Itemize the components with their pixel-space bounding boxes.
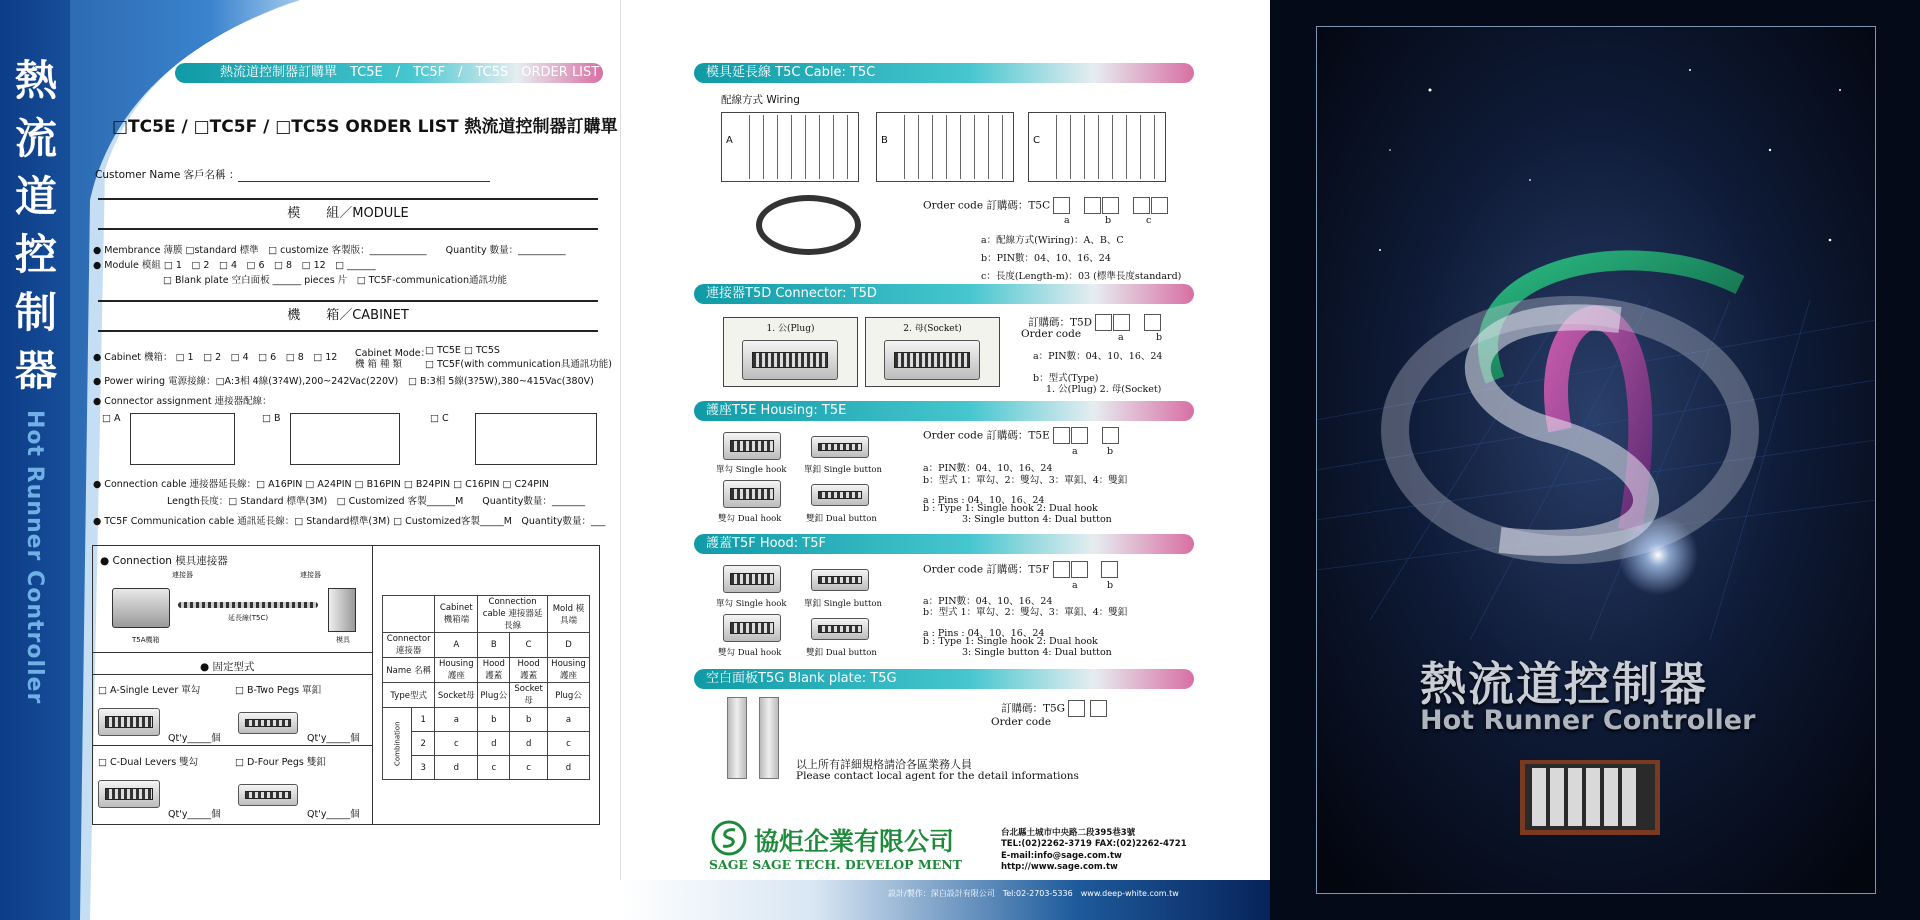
- table-cell: A: [435, 633, 478, 658]
- code-box[interactable]: [1133, 197, 1150, 214]
- table-cell: Connection cable 連接器延長線: [478, 596, 548, 633]
- t5d-bar: 連接器T5D Connector: T5D: [694, 284, 1194, 304]
- code-box[interactable]: [1084, 197, 1101, 214]
- customer-name-label: Customer Name 客戶名稱 ：: [95, 169, 240, 181]
- wiring-diagram-a-small: [130, 413, 235, 465]
- cover-frame: [1316, 26, 1876, 894]
- blank-plate-illustration-2: [759, 697, 779, 779]
- connection-cable-row: ● Connection cable 連接器延長線：□ A16PIN □ A24PIN □ B16PIN □ B24PIN □ C16PIN □ C24PIN: [93, 479, 549, 490]
- table-cell: d: [510, 732, 548, 756]
- wiring-diagram-c: [1028, 112, 1166, 182]
- t5c-label-b: b: [1105, 215, 1112, 226]
- t5f-single-hook-label: 單勾 Single hook: [716, 599, 787, 609]
- t5g-order-code: [1001, 700, 1108, 717]
- t5c-label-a: a: [1064, 215, 1070, 226]
- membrane-row: ● Membrance 薄膜 □standard 標準 □ customize 客製版：____________ Quantity 數量：__________: [93, 245, 566, 256]
- mold-label: 模具: [336, 636, 350, 644]
- table-row: [383, 732, 590, 756]
- order-form-panel: [0, 0, 620, 920]
- code-box[interactable]: [1068, 700, 1085, 717]
- t5f-type: b : Type 1: Single hook 2: Dual hook: [923, 636, 1098, 647]
- cover-title-cn: 熱流道控制器: [1420, 657, 1708, 711]
- company-name-en: SAGE SAGE TECH. DEVELOP MENT: [709, 857, 962, 872]
- table-cell: C: [510, 633, 548, 658]
- power-wiring-row: ● Power wiring 電源接線：□A:3相 4線(3?4W),200~242Vac(220V): [93, 376, 399, 387]
- table-cell: 3: [412, 756, 435, 780]
- table-cell: b: [478, 708, 510, 732]
- plug-connector-illustration: [742, 340, 838, 380]
- power-wiring-b: □ B:3相 5線(3?5W),380~415Vac(380V): [408, 376, 594, 387]
- two-pegs-icon: [238, 712, 298, 734]
- table-row: [383, 633, 590, 658]
- t5c-code-text: Order code 訂購碼：T5C: [923, 199, 1051, 212]
- table-cell: Hood 護蓋: [510, 658, 548, 683]
- table-row: [383, 683, 590, 708]
- t5c-label-c: c: [1146, 215, 1152, 226]
- table-row: [383, 596, 590, 633]
- table-cell: c: [510, 756, 548, 780]
- company-email: E-mail:info@sage.com.tw: [1001, 851, 1122, 861]
- table-cell: 2: [412, 732, 435, 756]
- vertical-title: 熱流道控制器: [14, 56, 57, 395]
- t5d-label-b: b: [1156, 332, 1163, 343]
- t5c-cable-illustration: [756, 195, 861, 255]
- cabinet-mode-2: □ TC5F(with communication具通訊功能): [425, 359, 612, 370]
- wiring-diagram-b: [876, 112, 1014, 182]
- wiring-a-pins: [736, 115, 856, 179]
- code-box[interactable]: [1053, 427, 1070, 444]
- blank-plate-row: □ Blank plate 空白面板 ______ pieces 片 □ TC5F-communication通訊功能: [163, 275, 507, 286]
- table-cell: d: [478, 732, 510, 756]
- t5g-bar: 空白面板T5G Blank plate: T5G: [694, 669, 1194, 689]
- t5e-dual-hook-icon: [723, 480, 781, 508]
- t5d-order-code-en: Order code: [1021, 328, 1082, 340]
- code-box[interactable]: [1102, 427, 1119, 444]
- table-cell: Name 名稱: [383, 658, 435, 683]
- b-two-pegs: □ B-Two Pegs 單釦: [235, 685, 322, 696]
- t5f-pins: a : Pins : 04、10、16、24: [923, 628, 1045, 639]
- table-cell: Type型式: [383, 683, 435, 708]
- code-box[interactable]: [1090, 700, 1107, 717]
- four-pegs-icon: [238, 784, 298, 806]
- table-cell: c: [478, 756, 510, 780]
- t5e-note-b: b：型式 1：單勾、2：雙勾、3：單釦、4：雙釦: [923, 475, 1128, 486]
- code-box[interactable]: [1095, 314, 1112, 331]
- order-list-heading: □TC5E / □TC5F / □TC5S ORDER LIST 熱流道控制器訂購單: [112, 117, 618, 137]
- table-cell: Socket母: [510, 683, 548, 708]
- table-cell: b: [510, 708, 548, 732]
- code-box[interactable]: [1053, 561, 1070, 578]
- t5e-dual-button-icon: [811, 484, 869, 506]
- table-cell: Cabinet 機箱端: [435, 596, 478, 633]
- code-box[interactable]: [1071, 561, 1088, 578]
- wiring-diagram-c-small: [475, 413, 597, 465]
- t5e-single-button-label: 單釦 Single button: [804, 465, 882, 475]
- t5e-note-a: a：PIN數：04、10、16、24: [923, 463, 1053, 474]
- t5e-pins: a : Pins : 04、10、16、24: [923, 495, 1045, 506]
- connection-box-hline: [92, 652, 372, 653]
- t5f-bar: 護蓋T5F Hood: T5F: [694, 534, 1194, 554]
- table-cell: [383, 596, 435, 633]
- t5e-dual-button-label: 雙釦 Dual button: [806, 514, 877, 524]
- t5f-code-text: Order code 訂購碼：T5F: [923, 563, 1050, 576]
- socket-connector-illustration: [884, 340, 980, 380]
- t5d-note-b2: 1. 公(Plug) 2. 母(Socket): [1046, 384, 1162, 395]
- cabinet-mode-1: □ TC5E □ TC5S: [425, 345, 500, 356]
- t5f-dual-button-label: 雙釦 Dual button: [806, 648, 877, 658]
- company-web: http://www.sage.com.tw: [1001, 862, 1118, 872]
- mold-illustration: [328, 588, 356, 632]
- t5e-single-button-icon: [811, 436, 869, 458]
- t5e-single-hook-label: 單勾 Single hook: [716, 465, 787, 475]
- table-cell: d: [435, 756, 478, 780]
- t5f-order-code: [923, 561, 1119, 578]
- t5a-label: T5A機箱: [132, 636, 160, 644]
- connection-title: ● Connection 模具連接器: [100, 555, 228, 567]
- connector-label-1: 連接器: [172, 571, 193, 579]
- code-box[interactable]: [1144, 314, 1161, 331]
- t5a-cabinet-illustration: [112, 588, 170, 628]
- assignment-option-a: □ A: [102, 413, 121, 424]
- single-lever-icon: [98, 708, 160, 736]
- t5g-order-code-en: Order code: [991, 716, 1052, 728]
- assignment-option-b: □ B: [262, 413, 281, 424]
- code-box[interactable]: [1102, 197, 1119, 214]
- specs-panel: [620, 0, 1270, 920]
- cover-title-en: Hot Runner Controller: [1420, 705, 1756, 736]
- cabinet-mode-label: Cabinet Mode：: [355, 348, 431, 359]
- fixed-type-title: ● 固定型式: [200, 661, 255, 673]
- table-cell: Housing 護座: [547, 658, 589, 683]
- table-cell: 1: [412, 708, 435, 732]
- extension-cable-illustration: [178, 602, 318, 608]
- fixed-type-line-2: [92, 745, 372, 746]
- code-box[interactable]: [1053, 197, 1070, 214]
- table-cell: Housing 護座: [435, 658, 478, 683]
- t5f-note-a: a：PIN數：04、10、16、24: [923, 596, 1053, 607]
- table-cell: Hood 護蓋: [478, 658, 510, 683]
- d-four-pegs: □ D-Four Pegs 雙釦: [235, 757, 326, 768]
- company-tel: TEL:(02)2262-3719 FAX:(02)2262-4721: [1001, 839, 1187, 849]
- ext-cable-label: 延長線(T5C): [228, 614, 269, 622]
- cabinet-row: ● Cabinet 機箱： □ 1 □ 2 □ 4 □ 6 □ 8 □ 12: [93, 352, 338, 363]
- qty-a: Qt'y_____個: [168, 733, 221, 744]
- qty-c: Qt'y_____個: [168, 809, 221, 820]
- t5c-order-code: [923, 197, 1169, 214]
- table-cell: c: [547, 732, 589, 756]
- t5e-dual-hook-label: 雙勾 Dual hook: [718, 514, 782, 524]
- footer-band: [620, 880, 1270, 920]
- wiring-label: 配線方式 Wiring: [721, 94, 800, 106]
- wiring-c-pins: [1043, 115, 1163, 179]
- wiring-c-label: C: [1033, 135, 1040, 146]
- designer-credit: 設計/製作：深白設計有限公司 Tel:02-2703-5336 www.deep-white.com.tw: [888, 889, 1179, 898]
- combination-label: Combination: [383, 708, 412, 780]
- connector-assignment-row: ● Connector assignment 連接器配線：: [93, 396, 272, 407]
- table-row: [383, 756, 590, 780]
- customer-name-line: [238, 181, 490, 182]
- code-box[interactable]: [1151, 197, 1168, 214]
- fixed-type-line: [92, 674, 372, 675]
- combination-table: [382, 595, 590, 780]
- contact-en: Please contact local agent for the detail informations: [796, 770, 1079, 782]
- module-section-title: 模 組／MODULE: [98, 198, 598, 230]
- order-list-banner: 熱流道控制器訂購單 TC5E / TC5F / TC5S ORDER LIST: [175, 63, 603, 83]
- vertical-subtitle: Hot Runner Controller: [22, 410, 47, 705]
- t5e-type: b : Type 1: Single hook 2: Dual hook: [923, 503, 1098, 514]
- t5f-label-a: a: [1072, 580, 1078, 591]
- t5e-order-code: [923, 427, 1120, 444]
- socket-label: 2. 母(Socket): [903, 324, 962, 334]
- table-cell: a: [547, 708, 589, 732]
- t5c-bar: 模具延長線 T5C Cable: T5C: [694, 63, 1194, 83]
- contact-cn: 以上所有詳細規格請洽各區業務人員: [796, 758, 972, 771]
- qty-d: Qt'y_____個: [307, 809, 360, 820]
- t5e-bar: 護座T5E Housing: T5E: [694, 401, 1194, 421]
- c-dual-levers: □ C-Dual Levers 雙勾: [98, 757, 199, 768]
- t5f-dual-hook-label: 雙勾 Dual hook: [718, 648, 782, 658]
- code-box[interactable]: [1071, 427, 1088, 444]
- t5c-note-b: b：PIN數：04、10、16、24: [981, 253, 1111, 264]
- length-row: Length長度：□ Standard 標準(3M) □ Customized 客製______M Quantity數量：_______: [167, 496, 586, 507]
- company-address: 台北縣土城市中央路二段395巷3號: [1001, 828, 1136, 838]
- table-cell: D: [547, 633, 589, 658]
- t5e-single-hook-icon: [723, 432, 781, 460]
- plug-label: 1. 公(Plug): [766, 324, 815, 334]
- code-box[interactable]: [1101, 561, 1118, 578]
- connector-label-2: 連接器: [300, 571, 321, 579]
- company-name-cn: 協炬企業有限公司: [754, 827, 955, 856]
- wiring-diagram-b-small: [290, 413, 400, 465]
- t5d-note-b: b：型式(Type): [1033, 373, 1099, 384]
- plug-image-box: [723, 317, 858, 387]
- t5f-single-button-label: 單釦 Single button: [804, 599, 882, 609]
- t5f-single-hook-icon: [723, 565, 781, 593]
- t5d-code-text: 訂購碼：T5D: [1028, 316, 1093, 329]
- t5e-label-b: b: [1107, 446, 1114, 457]
- wiring-b-label: B: [881, 135, 888, 146]
- a-single-lever: □ A-Single Lever 單勾: [98, 685, 201, 696]
- wiring-a-label: A: [726, 135, 733, 146]
- table-cell: Connector 連接器: [383, 633, 435, 658]
- t5f-note-b: b：型式 1：單勾、2：雙勾、3：單釦、4：雙釦: [923, 607, 1128, 618]
- t5f-dual-button-icon: [811, 618, 869, 640]
- table-cell: c: [435, 732, 478, 756]
- t5f-label-b: b: [1107, 580, 1114, 591]
- table-cell: Mold 模具端: [547, 596, 589, 633]
- cabinet-section-title: 機 箱／CABINET: [98, 300, 598, 332]
- t5f-dual-hook-icon: [723, 614, 781, 642]
- table-cell: d: [547, 756, 589, 780]
- assignment-option-c: □ C: [430, 413, 449, 424]
- t5g-code-text: 訂購碼：T5G: [1001, 702, 1066, 715]
- t5f-type2: 3: Single button 4: Dual button: [962, 647, 1112, 658]
- t5c-note-a: a：配線方式(Wiring)：A、B、C: [981, 235, 1124, 246]
- connection-box-divider: [372, 545, 373, 825]
- module-row: ● Module 模組 □ 1 □ 2 □ 4 □ 6 □ 8 □ 12 □ ______: [93, 260, 376, 271]
- t5e-label-a: a: [1072, 446, 1078, 457]
- t5d-label-a: a: [1118, 332, 1124, 343]
- t5f-single-button-icon: [811, 569, 869, 591]
- table-cell: Socket母: [435, 683, 478, 708]
- blank-plate-illustration-1: [727, 697, 747, 779]
- qty-b: Qt'y_____個: [307, 733, 360, 744]
- table-cell: Plug公: [478, 683, 510, 708]
- t5c-note-c: c：長度(Length-m)：03 (標準長度standard): [981, 271, 1182, 282]
- table-row: [383, 708, 590, 732]
- t5e-type2: 3: Single button 4: Dual button: [962, 514, 1112, 525]
- table-cell: B: [478, 633, 510, 658]
- t5d-note-a: a：PIN數：04、10、16、24: [1033, 351, 1163, 362]
- comm-cable-row: ● TC5F Communication cable 通訊延長線：□ Standard標準(3M) □ Customized客製_____M Quantity數量：___: [93, 516, 606, 527]
- code-box[interactable]: [1113, 314, 1130, 331]
- wiring-diagram-a: [721, 112, 859, 182]
- cabinet-mode-cn: 機 箱 種 類: [355, 359, 403, 370]
- t5e-code-text: Order code 訂購碼：T5E: [923, 429, 1050, 442]
- sage-logo-icon: [711, 820, 747, 856]
- cover-panel: [1270, 0, 1920, 920]
- table-row: [383, 658, 590, 683]
- wiring-b-pins: [891, 115, 1011, 179]
- socket-image-box: [865, 317, 1000, 387]
- table-cell: a: [435, 708, 478, 732]
- dual-levers-icon: [98, 780, 160, 808]
- table-cell: Plug公: [547, 683, 589, 708]
